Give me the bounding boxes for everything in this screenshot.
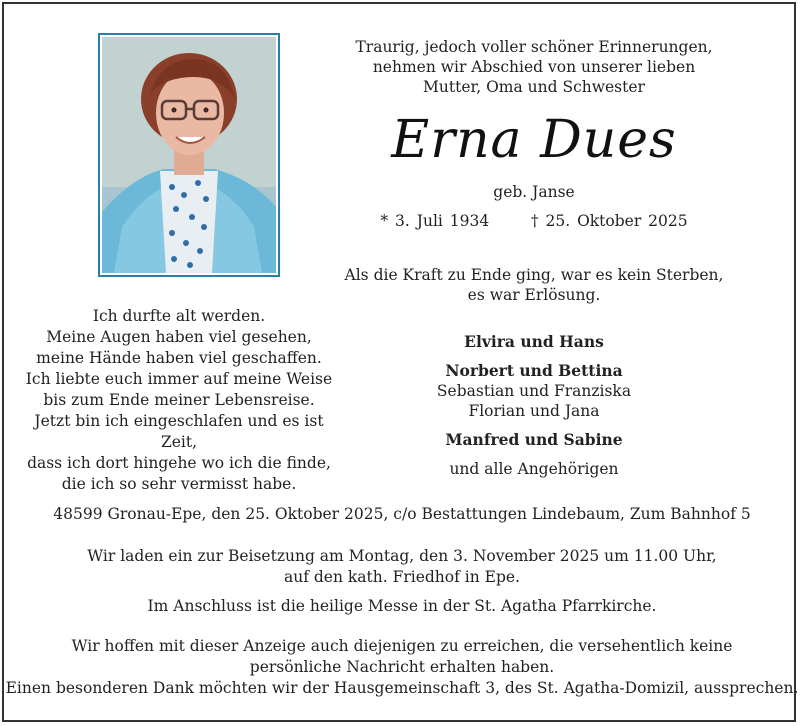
portrait-photo xyxy=(102,37,276,273)
maiden-name: geb. Janse xyxy=(493,183,575,201)
address-line: 48599 Gronau-Epe, den 25. Oktober 2025, c/o Bestattungen Lindebaum, Zum Bahnhof 5 xyxy=(53,505,751,523)
poem-line: Ich liebte euch immer auf meine Weise xyxy=(25,370,333,388)
funeral-invite xyxy=(4,546,800,588)
mass-notice: Im Anschluss ist die heilige Messe in der St. Agatha Pfarrkirche. xyxy=(147,597,657,615)
family-member: Norbert und Bettina xyxy=(445,361,623,380)
family-member: Florian und Jana xyxy=(468,402,600,420)
portrait-frame xyxy=(98,33,280,277)
poem xyxy=(24,306,334,495)
poem-line: Jetzt bin ich eingeschlafen und es ist Zeit, xyxy=(34,412,324,451)
thanks-text xyxy=(4,636,800,699)
deceased-name: Erna Dues xyxy=(391,110,677,170)
family-list xyxy=(334,332,734,479)
poem-line: meine Hände haben viel geschaffen. xyxy=(36,349,322,367)
quote-line: es war Erlösung. xyxy=(467,286,601,304)
thanks-line: persönliche Nachricht erhalten haben. xyxy=(249,658,555,676)
life-dates xyxy=(334,211,734,231)
thanks-line: Wir hoffen mit dieser Anzeige auch diejenigen zu erreichen, die versehentlich keine xyxy=(71,637,733,655)
poem-line: Ich durfte alt werden. xyxy=(92,307,266,325)
poem-line: Meine Augen haben viel gesehen, xyxy=(46,328,312,346)
obituary-card xyxy=(2,2,799,722)
quote-text xyxy=(334,265,734,305)
quote-line: Als die Kraft zu Ende ging, war es kein Sterben, xyxy=(344,266,724,284)
thanks-line: Einen besonderen Dank möchten wir der Hausgemeinschaft 3, des St. Agatha-Domizil, aussprechen. xyxy=(5,679,799,697)
intro-text xyxy=(334,37,734,97)
portrait-illustration xyxy=(102,37,276,273)
poem-line: die ich so sehr vermisst habe. xyxy=(61,475,297,493)
death-date: † 25. Oktober 2025 xyxy=(530,212,688,230)
invite-line: auf den kath. Friedhof in Epe. xyxy=(284,568,520,586)
intro-line: nehmen wir Abschied von unserer lieben xyxy=(372,58,696,76)
invite-line: Wir laden ein zur Beisetzung am Montag, den 3. November 2025 um 11.00 Uhr, xyxy=(87,547,717,565)
poem-line: dass ich dort hingehe wo ich die finde, xyxy=(27,454,331,472)
poem-line: bis zum Ende meiner Lebensreise. xyxy=(43,391,315,409)
intro-line: Traurig, jedoch voller schöner Erinnerungen, xyxy=(355,38,713,56)
birth-date: * 3. Juli 1934 xyxy=(380,212,490,230)
family-member: Sebastian und Franziska xyxy=(436,382,632,400)
family-member: Manfred und Sabine xyxy=(445,430,623,449)
family-member: Elvira und Hans xyxy=(464,332,604,351)
family-member: und alle Angehörigen xyxy=(449,460,619,478)
intro-line: Mutter, Oma und Schwester xyxy=(423,78,645,96)
